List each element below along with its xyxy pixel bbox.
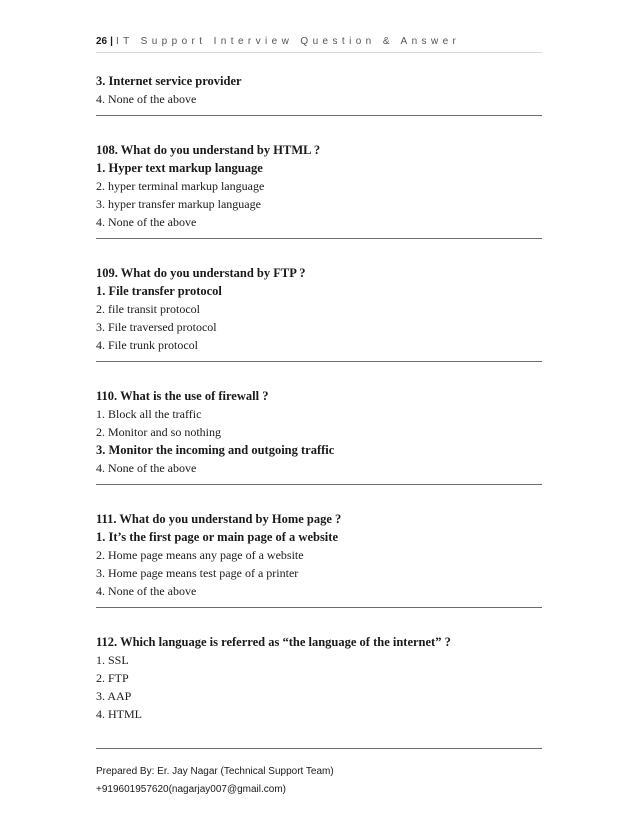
answer-option: 2. Home page means any page of a website xyxy=(96,548,304,562)
answer-option: 3. hyper transfer markup language xyxy=(96,197,261,211)
answer-option: 4. HTML xyxy=(96,707,142,721)
answer-option: 4. File trunk protocol xyxy=(96,338,198,352)
page-header xyxy=(96,36,542,53)
correct-answer: 3. Internet service provider xyxy=(96,74,242,88)
answer-option: 3. File traversed protocol xyxy=(96,320,217,334)
question-text: 111. What do you understand by Home page ? xyxy=(96,512,342,526)
question-block xyxy=(96,633,542,749)
question-text: 110. What is the use of firewall ? xyxy=(96,389,269,403)
answer-option: 4. None of the above xyxy=(96,461,197,475)
question-block xyxy=(96,72,542,116)
question-text: 108. What do you understand by HTML ? xyxy=(96,143,321,157)
footer-author: Prepared By: Er. Jay Nagar (Technical Support Team) xyxy=(96,766,334,777)
question-block xyxy=(96,264,542,362)
answer-option: 1. SSL xyxy=(96,653,129,667)
answer-option: 1. Block all the traffic xyxy=(96,407,202,421)
page-footer xyxy=(96,763,334,799)
question-block xyxy=(96,510,542,608)
correct-answer: 1. Hyper text markup language xyxy=(96,161,263,175)
document-content xyxy=(96,72,542,749)
correct-answer: 3. Monitor the incoming and outgoing traffic xyxy=(96,443,335,457)
answer-option: 3. Home page means test page of a printer xyxy=(96,566,299,580)
question-block xyxy=(96,141,542,239)
answer-option: 4. None of the above xyxy=(96,92,197,106)
answer-option: 2. FTP xyxy=(96,671,129,685)
header-separator: | xyxy=(110,36,113,47)
footer-contact: +919601957620(nagarjay007@gmail.com) xyxy=(96,784,286,795)
answer-option: 2. Monitor and so nothing xyxy=(96,425,221,439)
answer-option: 3. AAP xyxy=(96,689,132,703)
question-block xyxy=(96,387,542,485)
page-number: 26 xyxy=(96,36,108,47)
answer-option: 2. file transit protocol xyxy=(96,302,200,316)
answer-option: 2. hyper terminal markup language xyxy=(96,179,265,193)
question-text: 112. Which language is referred as “the language of the internet” ? xyxy=(96,635,451,649)
answer-option: 4. None of the above xyxy=(96,215,197,229)
answer-option: 4. None of the above xyxy=(96,584,197,598)
correct-answer: 1. File transfer protocol xyxy=(96,284,222,298)
question-text: 109. What do you understand by FTP ? xyxy=(96,266,306,280)
correct-answer: 1. It’s the first page or main page of a website xyxy=(96,530,338,544)
header-title: IT Support Interview Question & Answer xyxy=(115,36,461,47)
spacer xyxy=(96,723,542,741)
